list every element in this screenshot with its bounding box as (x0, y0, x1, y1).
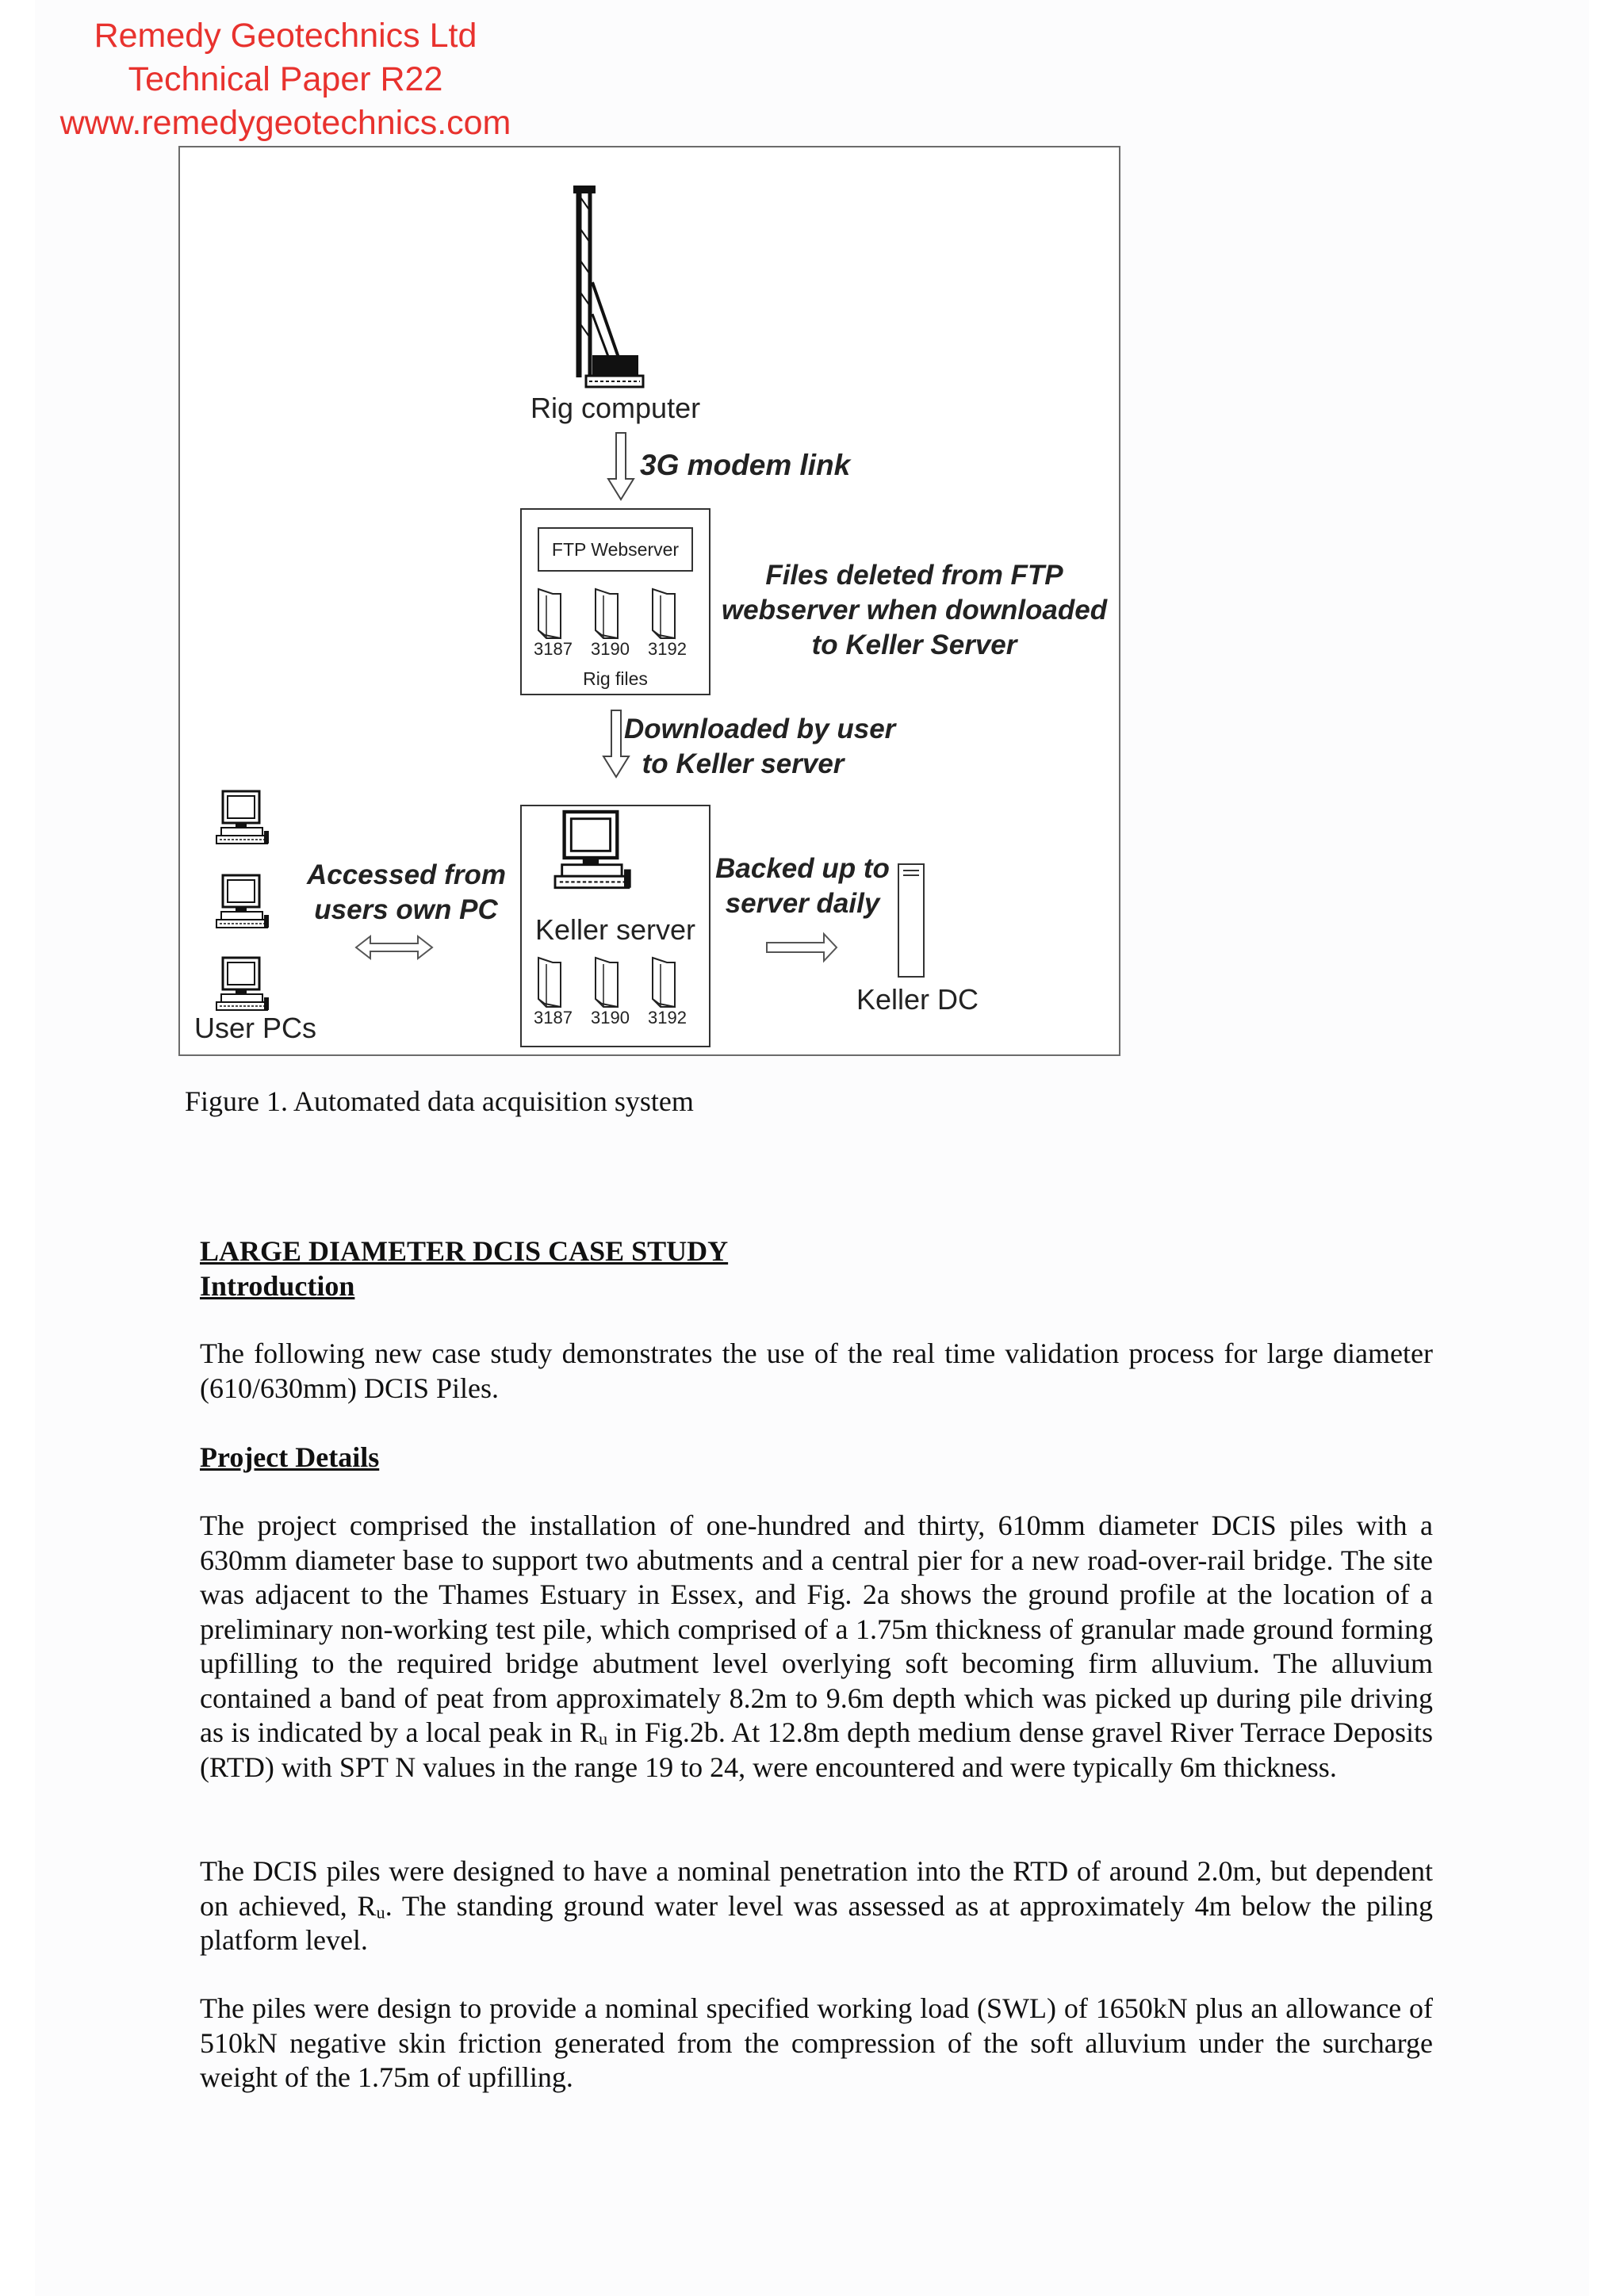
company-website[interactable]: www.remedygeotechnics.com (59, 104, 511, 142)
backed-up-line: server daily (725, 888, 880, 919)
right-arrow-icon (767, 934, 837, 961)
user-pc-icon (216, 791, 269, 844)
backed-up-note (711, 851, 894, 921)
files-deleted-line: Files deleted from FTP (765, 560, 1063, 591)
file-number-label: 3192 (648, 1008, 687, 1027)
subscript: u (598, 1728, 608, 1749)
accessed-note (307, 858, 505, 928)
rig-computer-label: Rig computer (530, 392, 701, 424)
project-details-paragraph-3: The piles were design to provide a nominal specified working load (SWL) of 1650kN plus an allowance of 510kN negative skin friction generated from the compression of the soft alluvium under the surcharge weight of the 1.75m of upfilling. (200, 1992, 1433, 2093)
downloaded-note (624, 712, 896, 782)
file-number-label: 3192 (648, 639, 687, 659)
rig-files-label: Rig files (583, 668, 648, 689)
modem-link-label: 3G modem link (640, 449, 851, 481)
accessed-line: users own PC (314, 894, 498, 925)
introduction-heading: Introduction (200, 1269, 355, 1302)
figure-caption: Figure 1. Automated data acquisition system (185, 1085, 694, 1117)
project-details-heading (200, 1441, 1433, 1475)
two-way-arrow-icon (356, 936, 432, 959)
user-pcs-label: User PCs (194, 1012, 317, 1044)
subscript: u (376, 1901, 385, 1922)
file-icon (538, 958, 561, 1007)
figure-1-diagram (178, 146, 1120, 1056)
downloaded-line: Downloaded by user (624, 714, 896, 744)
paragraph-text: in Fig.2b. At 12.8m depth medium dense gravel River Terrace Deposits (RTD) with SPT N values in the range 19 to 24, were encountered and were typically 6m thickness. (200, 1716, 1433, 1783)
file-number-label: 3187 (534, 639, 573, 659)
file-icon (653, 589, 675, 638)
downloaded-line: to Keller server (642, 748, 845, 779)
keller-server-label: Keller server (534, 913, 696, 946)
file-icon (596, 958, 618, 1007)
accessed-line: Accessed from (307, 859, 506, 890)
file-number-label: 3190 (591, 1008, 630, 1027)
paper-number: Technical Paper R22 (128, 60, 443, 98)
project-details-paragraph-2 (200, 1854, 1433, 1958)
project-details-paragraph-1 (200, 1509, 1433, 1785)
company-header (48, 14, 523, 145)
file-icon (596, 589, 618, 638)
paragraph-text: The DCIS piles were designed to have a nominal penetration into the RTD of around 2.0m, but dependent on achieved, R (200, 1855, 1433, 1922)
files-deleted-line: to Keller Server (811, 629, 1017, 660)
section-title (200, 1234, 1433, 1303)
user-pc-icon (216, 875, 269, 928)
section-title-text: LARGE DIAMETER DCIS CASE STUDY (200, 1235, 729, 1267)
file-number-label: 3190 (591, 639, 630, 659)
piling-rig-icon (573, 186, 643, 387)
files-deleted-note (716, 558, 1113, 663)
introduction-paragraph: The following new case study demonstrates the use of the real time validation process for large diameter (610/630mm) DCIS Piles. (200, 1337, 1433, 1404)
user-pc-icon (216, 958, 269, 1010)
ftp-webserver-label: FTP Webserver (551, 539, 680, 560)
project-details-heading-text: Project Details (200, 1441, 380, 1473)
data-centre-tower-icon (898, 864, 924, 977)
file-icon (538, 589, 561, 638)
paragraph-text: The project comprised the installation of one-hundred and thirty, 610mm diameter DCIS piles with a 630mm diameter base to support two abutments and a central pier for a new road-over-rail bridge. The site was adjacent to the Thames Estuary in Essex, and Fig. 2a shows the ground profile at the location of a preliminary non-working test pile, which comprised of a 1.75m thickness of granular made ground forming upfilling to the required bridge abutment level overlying soft becoming firm alluvium. The alluvium contained a band of peat from approximately 8.2m to 9.6m depth which was picked up during pile driving as is indicated by a local peak in R (200, 1510, 1433, 1748)
company-name: Remedy Geotechnics Ltd (94, 17, 477, 55)
keller-dc-label: Keller DC (856, 983, 979, 1016)
file-icon (653, 958, 675, 1007)
down-arrow-icon (608, 433, 634, 499)
files-deleted-line: webserver when downloaded (721, 595, 1108, 626)
paragraph-text: . The standing ground water level was assessed as at approximately 4m below the piling platform level. (200, 1889, 1433, 1956)
backed-up-line: Backed up to (715, 853, 890, 884)
file-number-label: 3187 (534, 1008, 573, 1027)
